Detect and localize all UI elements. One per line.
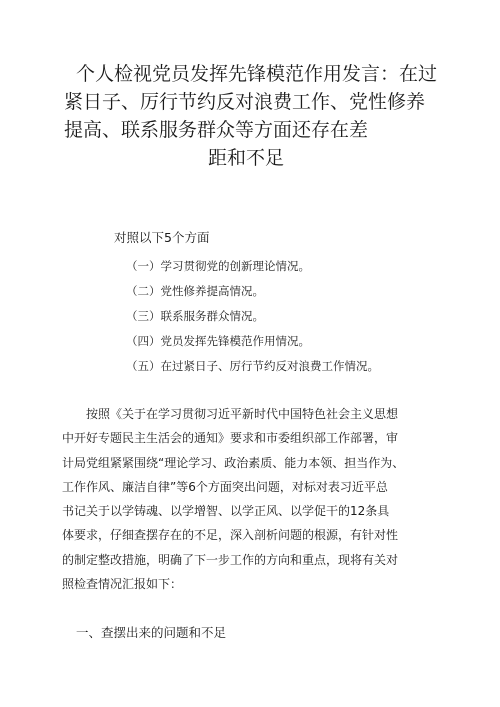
- body-line: 照检查情况汇报如下：: [62, 577, 183, 592]
- title-line: 距和不足: [208, 147, 285, 169]
- section-heading: 一、查摆出来的问题和不足: [76, 625, 227, 640]
- aspect-item: （二）党性修养提高情况。: [126, 284, 264, 298]
- title-line: 个人检视党员发挥先锋模范作用发言：在过: [76, 63, 438, 85]
- body-paragraph: [62, 402, 440, 596]
- body-line: 中开好专题民主生活会的通知》要求和市委组织部工作部署，审: [62, 431, 399, 446]
- body-line: 工作作风、廉洁自律”等6个方面突出问题，对标对表习近平总: [62, 479, 388, 494]
- body-line: 体要求，仔细查摆存在的不足，深入剖析问题的根源，有针对性: [62, 528, 399, 543]
- document-title: [64, 60, 444, 172]
- body-line: 按照《关于在学习贯彻习近平新时代中国特色社会主义思想: [86, 407, 399, 421]
- body-line: 计局党组紧紧围绕“理论学习、政治素质、能力本领、担当作为、: [62, 455, 405, 470]
- aspect-item: （四）党员发挥先锋模范作用情况。: [126, 334, 310, 348]
- aspects-intro: 对照以下5个方面: [114, 230, 210, 245]
- body-line: 的制定整改措施，明确了下一步工作的方向和重点，现将有关对: [62, 552, 399, 567]
- aspects-list: [126, 254, 379, 379]
- title-line: 提高、联系服务群众等方面还存在差: [64, 119, 369, 141]
- body-line: 书记关于以学铸魂、以学增智、以学正风、以学促干的12条具: [62, 504, 390, 519]
- title-line: 紧日子、厉行节约反对浪费工作、党性修养: [64, 91, 426, 113]
- aspect-item: （三）联系服务群众情况。: [126, 309, 264, 323]
- aspect-item: （五）在过紧日子、厉行节约反对浪费工作情况。: [126, 359, 379, 373]
- aspect-item: （一）学习贯彻党的创新理论情况。: [126, 259, 310, 273]
